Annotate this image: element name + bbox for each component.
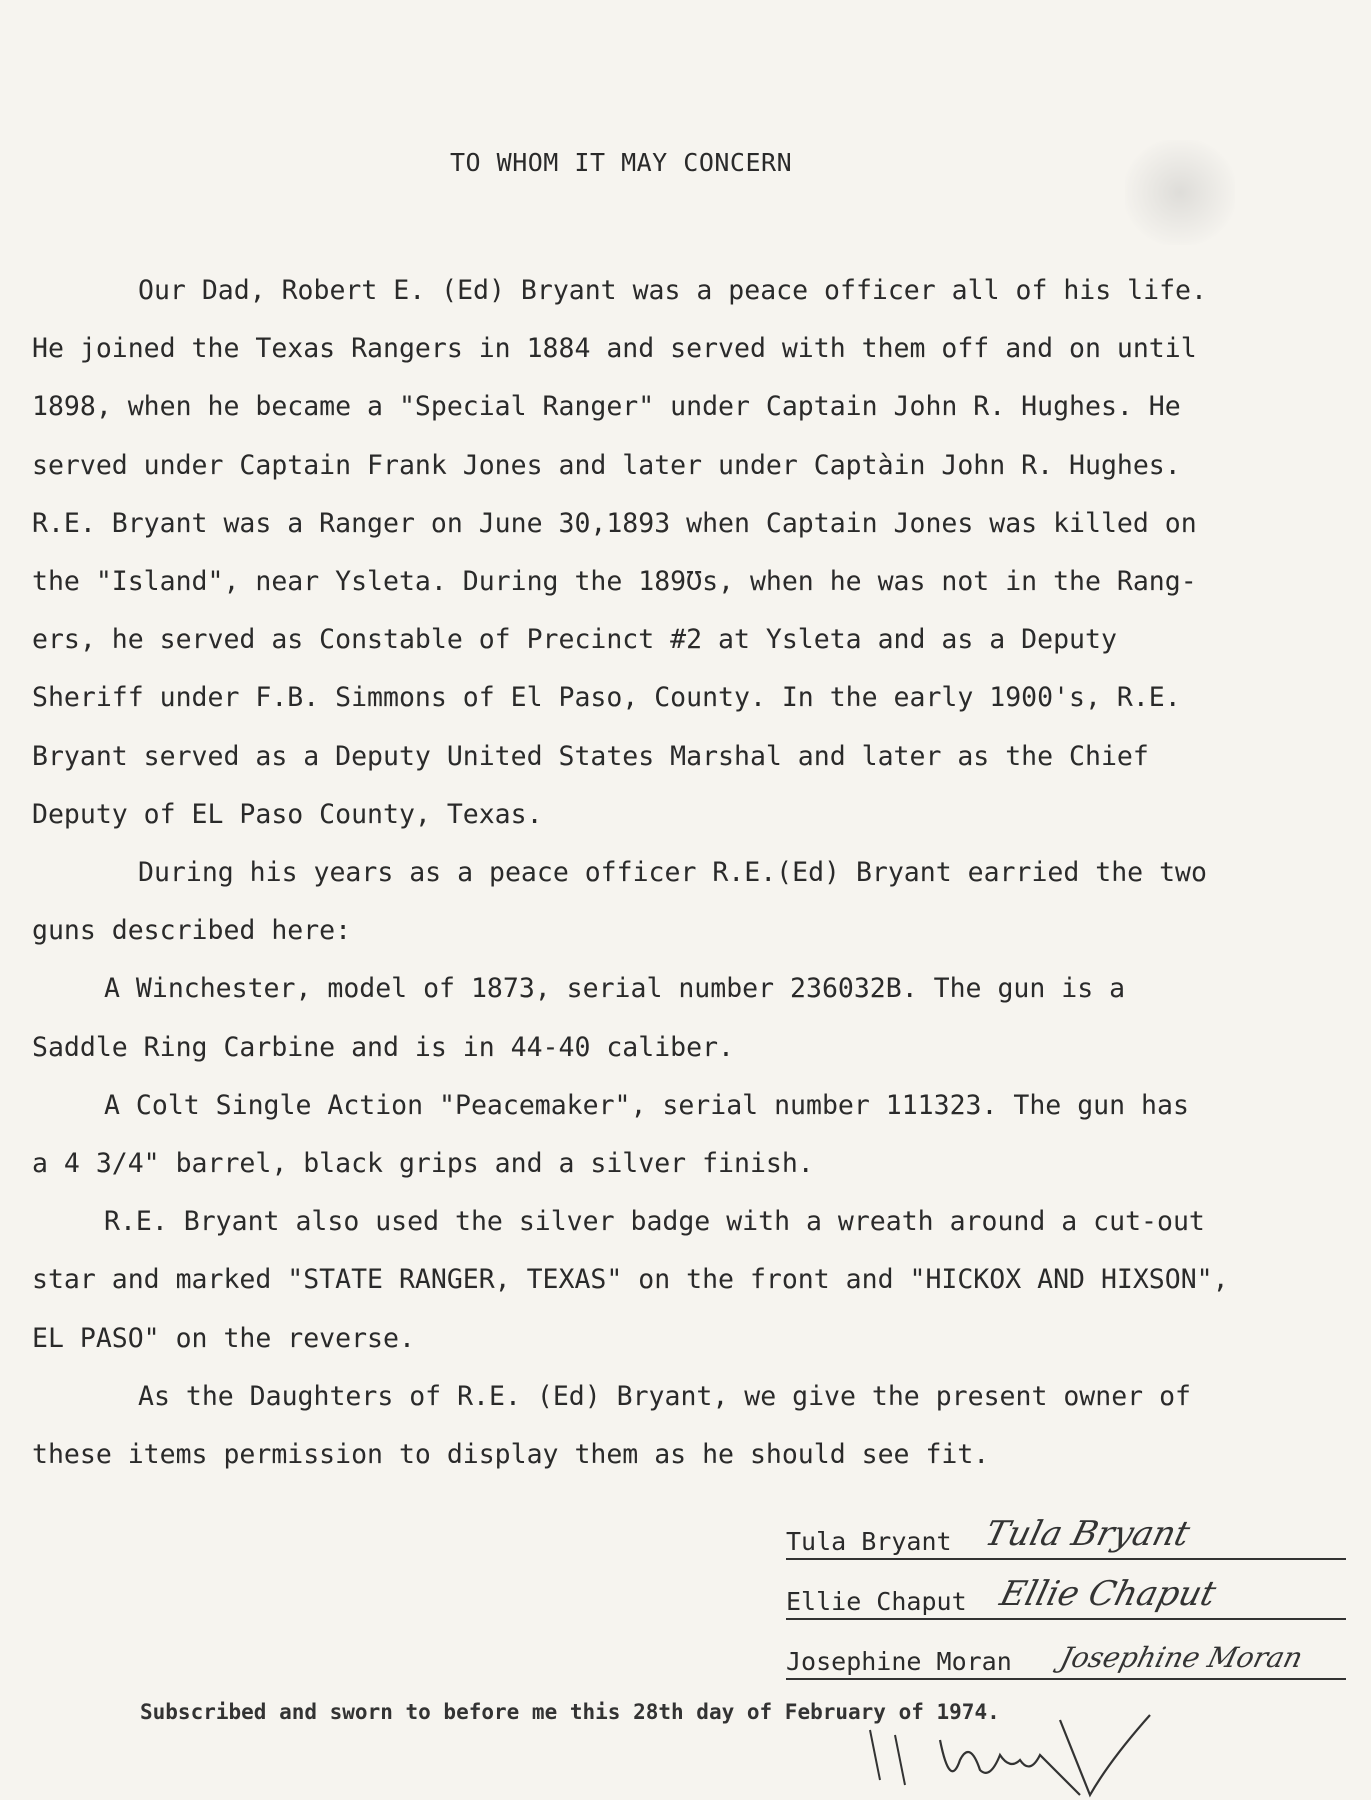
body-line: R.E. Bryant also used the silver badge with a wreath around a cut-out	[104, 1206, 1205, 1238]
body-line: Saddle Ring Carbine and is in 44-40 caliber.	[32, 1031, 734, 1063]
body-line: During his years as a peace officer R.E.(Ed) Bryant earried the two	[138, 857, 1207, 889]
signature-line	[786, 1500, 1346, 1560]
body-line: served under Captain Frank Jones and later under Captàin John R. Hughes.	[32, 449, 1181, 481]
body-line: Deputy of EL Paso County, Texas.	[32, 798, 543, 830]
handwritten-signature: Ellie Chaput	[996, 1574, 1220, 1614]
body-line: Bryant served as a Deputy United States Marshal and later as the Chief	[32, 740, 1149, 772]
signature-line	[786, 1620, 1346, 1680]
body-line: the "Island", near Ysleta. During the 189Ʊs, when he was not in the Rang-	[32, 566, 1197, 598]
signer-name: Josephine Moran	[786, 1647, 1012, 1676]
body-line: ers, he served as Constable of Precinct #2 at Ysleta and as a Deputy	[32, 624, 1117, 656]
signer-name: Tula Bryant	[786, 1527, 952, 1556]
handwritten-signature: Josephine Moran	[1056, 1641, 1307, 1674]
body-line: Our Dad, Robert E. (Ed) Bryant was a peace officer all of his life.	[138, 275, 1207, 306]
body-line: Sheriff under F.B. Simmons of El Paso, County. In the early 1900's, R.E.	[32, 682, 1181, 714]
body-line: A Colt Single Action "Peacemaker", serial number 111323. The gun has	[104, 1089, 1189, 1121]
body-line: guns described here:	[32, 915, 352, 947]
letter-body	[32, 262, 1332, 1484]
signature-block	[786, 1500, 1346, 1680]
notary-statement: Subscribed and sworn to before me this 28th day of February of 1974.	[140, 1700, 1000, 1724]
body-line: 1898, when he became a "Special Ranger" under Captain John R. Hughes. He	[32, 391, 1181, 423]
body-line: EL PASO" on the reverse.	[32, 1322, 415, 1354]
body-line: these items permission to display them as he should see fit.	[32, 1439, 990, 1471]
signer-name: Ellie Chaput	[786, 1587, 967, 1616]
notary-signature	[850, 1700, 1170, 1800]
signature-line	[786, 1560, 1346, 1620]
paper-smudge	[1125, 140, 1235, 245]
body-line: R.E. Bryant was a Ranger on June 30,1893 when Captain Jones was killed on	[32, 507, 1197, 539]
body-line: star and marked "STATE RANGER, TEXAS" on the front and "HICKOX AND HIXSON",	[32, 1264, 1229, 1296]
body-line: A Winchester, model of 1873, serial number 236032B. The gun is a	[104, 973, 1126, 1005]
body-line: He joined the Texas Rangers in 1884 and served with them off and on until	[32, 333, 1197, 365]
body-line: As the Daughters of R.E. (Ed) Bryant, we give the present owner of	[138, 1380, 1191, 1412]
letter-title: TO WHOM IT MAY CONCERN	[450, 148, 793, 177]
body-line: a 4 3/4" barrel, black grips and a silver finish.	[32, 1148, 814, 1180]
handwritten-signature: Tula Bryant	[981, 1514, 1194, 1554]
